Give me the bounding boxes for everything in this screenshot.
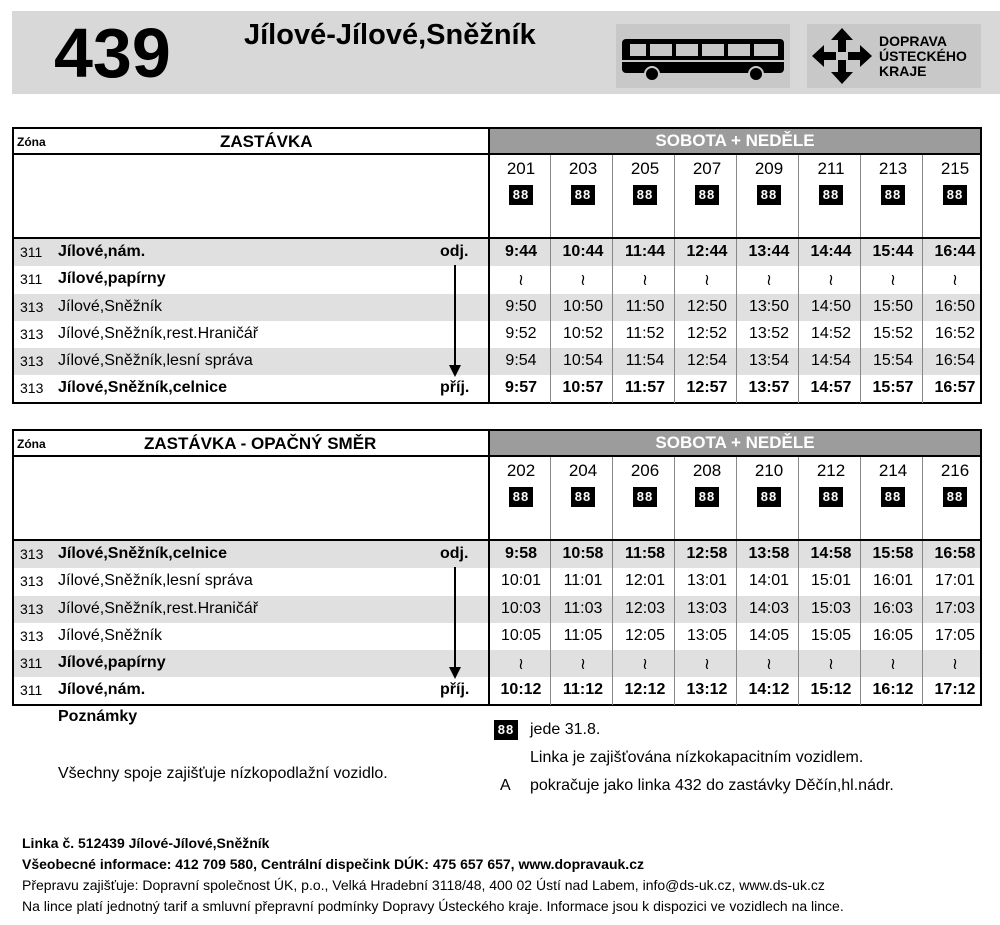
column-line xyxy=(674,541,675,705)
column-line xyxy=(736,457,737,539)
trip-number: 214 xyxy=(878,461,908,480)
trip-number: 208 xyxy=(692,461,722,480)
time-cell: 11:54 xyxy=(625,352,665,370)
zone-cell: 311 xyxy=(20,682,43,699)
notes-text: Všechny spoje zajišťuje nízkopodlažní vozidlo. xyxy=(58,765,388,782)
pass-through-icon: ≀ xyxy=(952,656,958,674)
time-cell: 16:05 xyxy=(872,626,914,644)
column-line xyxy=(922,457,923,539)
trip-numbers-row xyxy=(14,155,980,239)
stop-name: Jílové,nám. xyxy=(58,243,146,260)
column-line xyxy=(674,239,675,403)
pass-through-icon: ≀ xyxy=(766,656,772,674)
stop-name: Jílové,Sněžník,lesní správa xyxy=(58,352,253,370)
footer-contact: Všeobecné informace: 412 709 580, Centrální dispečink DÚK: 475 657 657, www.dopravauk.cz xyxy=(22,856,644,872)
table-row xyxy=(14,239,980,266)
pass-through-icon: ≀ xyxy=(890,272,896,290)
time-cell: 16:58 xyxy=(934,545,976,562)
zone-cell: 313 xyxy=(20,573,44,590)
timetable-return xyxy=(12,429,982,706)
table-row xyxy=(14,541,980,568)
zone-cell: 311 xyxy=(20,655,43,672)
trip-number: 211 xyxy=(817,159,845,178)
time-cell: 13:57 xyxy=(748,379,790,397)
column-line xyxy=(798,239,799,403)
legend-a-key: A xyxy=(500,777,511,794)
trip-number: 204 xyxy=(568,461,598,480)
zone-cell: 311 xyxy=(20,244,43,260)
time-cell: 12:57 xyxy=(686,379,728,397)
trip-number: 205 xyxy=(630,159,660,178)
pass-through-icon: ≀ xyxy=(704,656,710,674)
time-cell: 16:01 xyxy=(872,572,914,590)
four-arrows-logo-icon xyxy=(809,24,875,88)
column-line xyxy=(860,541,861,705)
zone-header: Zóna xyxy=(17,135,46,149)
dopravauk-logo xyxy=(807,24,981,88)
stop-header: ZASTÁVKA xyxy=(220,132,313,151)
table-row xyxy=(14,596,980,623)
footer-line-info: Linka č. 512439 Jílové-Jílové,Sněžník xyxy=(22,835,270,851)
time-cell: 14:54 xyxy=(810,352,852,370)
day-badge: 88 xyxy=(633,487,657,507)
trip-number: 201 xyxy=(506,159,536,178)
column-line xyxy=(798,457,799,539)
arrival-departure-mark: příj. xyxy=(440,681,470,699)
time-cell: 15:57 xyxy=(872,379,914,397)
table-row xyxy=(14,294,980,321)
pass-through-icon: ≀ xyxy=(890,656,896,674)
column-separator xyxy=(488,541,490,705)
time-cell: 11:44 xyxy=(624,243,666,260)
time-cell: 13:05 xyxy=(686,626,728,644)
day-badge: 88 xyxy=(819,487,843,507)
time-cell: 12:50 xyxy=(686,297,728,315)
logo-text xyxy=(879,34,967,79)
stop-rows xyxy=(14,239,980,403)
stop-name: Jílové,Sněžník,celnice xyxy=(58,545,227,562)
legend-a-text: pokračuje jako linka 432 do zastávky Děčín,hl.nádr. xyxy=(530,777,894,794)
day-badge: 88 xyxy=(695,185,719,205)
trip-number: 215 xyxy=(940,159,970,178)
time-cell: 15:54 xyxy=(872,352,914,370)
table-header xyxy=(14,129,980,155)
column-line xyxy=(798,155,799,237)
zone-cell: 313 xyxy=(20,546,44,562)
time-cell: 12:01 xyxy=(624,572,666,590)
column-line xyxy=(674,155,675,237)
time-cell: 14:58 xyxy=(810,545,852,562)
pass-through-icon: ≀ xyxy=(518,272,524,290)
days-header: SOBOTA + NEDĚLE xyxy=(488,129,980,153)
time-cell: 11:05 xyxy=(563,626,603,644)
pass-through-icon: ≀ xyxy=(518,656,524,674)
time-cell: 15:01 xyxy=(810,572,852,590)
arrival-departure-mark: odj. xyxy=(440,243,469,260)
time-cell: 9:50 xyxy=(505,297,537,315)
table-row xyxy=(14,650,980,677)
table-row xyxy=(14,266,980,293)
trip-number: 210 xyxy=(754,461,784,480)
time-cell: 13:58 xyxy=(748,545,790,562)
pass-through-icon: ≀ xyxy=(828,656,834,674)
column-line xyxy=(612,239,613,403)
column-line xyxy=(736,541,737,705)
down-arrow-icon xyxy=(449,667,461,679)
table-row xyxy=(14,348,980,375)
zone-cell: 313 xyxy=(20,325,44,342)
time-cell: 14:52 xyxy=(810,324,852,342)
time-cell: 13:44 xyxy=(748,243,790,260)
time-cell: 13:54 xyxy=(748,352,790,370)
trip-number: 202 xyxy=(506,461,536,480)
trip-number: 212 xyxy=(816,461,846,480)
zone-cell: 313 xyxy=(20,380,44,397)
time-cell: 11:50 xyxy=(625,297,665,315)
time-cell: 15:52 xyxy=(872,324,914,342)
stop-name: Jílové,Sněžník,rest.Hraničář xyxy=(58,324,259,342)
stop-name: Jílové,Sněžník,lesní správa xyxy=(58,572,253,590)
logo-line: KRAJE xyxy=(879,63,927,79)
table-header xyxy=(14,431,980,457)
pass-through-icon: ≀ xyxy=(580,272,586,290)
stop-name: Jílové,Sněžník xyxy=(58,297,163,315)
time-cell: 10:01 xyxy=(500,572,542,590)
time-cell: 16:12 xyxy=(872,681,914,699)
time-cell: 17:01 xyxy=(934,572,976,590)
footer-operator: Přepravu zajišťuje: Dopravní společnost ÚK, p.o., Velká Hradební 3118/48, 400 02 Ústí nad Labem, info@ds-uk.cz, www.ds-uk.cz xyxy=(22,877,825,893)
column-line xyxy=(922,155,923,237)
trip-numbers-row xyxy=(14,457,980,541)
trip-number: 213 xyxy=(878,159,908,178)
footer-tariff: Na lince platí jednotný tarif a smluvní přepravní podmínky Dopravy Ústeckého kraje. Informace jsou k dispozici ve vozidlech na lince. xyxy=(22,898,844,914)
column-line xyxy=(860,457,861,539)
time-cell: 9:57 xyxy=(504,379,538,397)
day-badge: 88 xyxy=(509,487,533,507)
pass-through-icon: ≀ xyxy=(828,272,834,290)
down-arrow-icon xyxy=(449,365,461,377)
table-row xyxy=(14,321,980,348)
stop-name: Jílové,Sněžník,celnice xyxy=(58,379,227,397)
day-badge: 88 xyxy=(509,185,533,205)
trip-number: 207 xyxy=(692,159,722,178)
time-cell: 13:03 xyxy=(686,599,728,617)
time-cell: 10:50 xyxy=(562,297,604,315)
time-cell: 17:03 xyxy=(934,599,976,617)
time-cell: 17:05 xyxy=(934,626,976,644)
time-cell: 9:58 xyxy=(504,545,538,562)
timetable-outbound xyxy=(12,127,982,404)
trip-number: 203 xyxy=(568,159,598,178)
direction-arrow-line xyxy=(454,265,456,367)
line-number: 439 xyxy=(54,14,171,92)
legend-badge: 88 xyxy=(494,720,518,740)
time-cell: 14:12 xyxy=(748,681,790,699)
time-cell: 14:05 xyxy=(748,626,790,644)
time-cell: 16:50 xyxy=(934,297,976,315)
time-cell: 10:52 xyxy=(562,324,604,342)
time-cell: 16:44 xyxy=(934,243,976,260)
day-badge: 88 xyxy=(943,185,967,205)
time-cell: 11:01 xyxy=(563,572,603,590)
footer xyxy=(22,833,844,917)
time-cell: 12:58 xyxy=(686,545,728,562)
time-cell: 17:12 xyxy=(934,681,976,699)
day-badge: 88 xyxy=(881,185,905,205)
trip-number: 206 xyxy=(630,461,660,480)
day-badge: 88 xyxy=(571,487,595,507)
pass-through-icon: ≀ xyxy=(642,656,648,674)
time-cell: 11:58 xyxy=(624,545,666,562)
stop-name: Jílové,Sněžník,rest.Hraničář xyxy=(58,599,259,617)
column-line xyxy=(612,457,613,539)
day-badge: 88 xyxy=(943,487,967,507)
day-badge: 88 xyxy=(819,185,843,205)
column-line xyxy=(860,155,861,237)
time-cell: 12:52 xyxy=(686,324,728,342)
stop-rows xyxy=(14,541,980,705)
time-cell: 16:52 xyxy=(934,324,976,342)
route-title: Jílové-Jílové,Sněžník xyxy=(244,19,536,51)
column-line xyxy=(550,239,551,403)
time-cell: 15:05 xyxy=(810,626,852,644)
column-line xyxy=(860,239,861,403)
column-line xyxy=(550,541,551,705)
column-line xyxy=(612,155,613,237)
time-cell: 13:01 xyxy=(686,572,728,590)
time-cell: 13:12 xyxy=(686,681,728,699)
time-cell: 10:44 xyxy=(562,243,604,260)
time-cell: 12:54 xyxy=(686,352,728,370)
legend-badge-text: jede 31.8. xyxy=(530,721,601,738)
column-line xyxy=(736,239,737,403)
day-badge: 88 xyxy=(757,185,781,205)
time-cell: 10:12 xyxy=(500,681,542,699)
zone-header: Zóna xyxy=(17,437,46,451)
direction-arrow-line xyxy=(454,567,456,669)
timetable-header xyxy=(12,11,1000,94)
table-row xyxy=(14,677,980,704)
logo-line: DOPRAVA xyxy=(879,33,947,49)
time-cell: 10:58 xyxy=(562,545,604,562)
arrival-departure-mark: odj. xyxy=(440,545,469,562)
time-cell: 11:03 xyxy=(563,599,603,617)
stop-header: ZASTÁVKA - OPAČNÝ SMĚR xyxy=(144,434,377,453)
time-cell: 16:54 xyxy=(934,352,976,370)
pass-through-icon: ≀ xyxy=(766,272,772,290)
pass-through-icon: ≀ xyxy=(580,656,586,674)
time-cell: 12:44 xyxy=(686,243,728,260)
time-cell: 9:44 xyxy=(504,243,538,260)
stop-name: Jílové,Sněžník xyxy=(58,626,163,644)
logo-line: ÚSTECKÉHO xyxy=(879,48,967,64)
column-line xyxy=(612,541,613,705)
table-row xyxy=(14,623,980,650)
time-cell: 13:52 xyxy=(748,324,790,342)
day-badge: 88 xyxy=(695,487,719,507)
stop-name: Jílové,papírny xyxy=(58,270,166,288)
time-cell: 14:01 xyxy=(748,572,790,590)
time-cell: 14:50 xyxy=(810,297,852,315)
time-cell: 14:03 xyxy=(748,599,790,617)
column-line xyxy=(674,457,675,539)
table-row xyxy=(14,568,980,595)
zone-cell: 313 xyxy=(20,298,44,315)
column-line xyxy=(550,457,551,539)
time-cell: 15:58 xyxy=(872,545,914,562)
days-header: SOBOTA + NEDĚLE xyxy=(488,431,980,455)
zone-cell: 313 xyxy=(20,600,44,617)
time-cell: 11:52 xyxy=(625,324,665,342)
arrival-departure-mark: příj. xyxy=(440,379,470,397)
zone-cell: 313 xyxy=(20,627,44,644)
time-cell: 11:57 xyxy=(624,379,666,397)
trip-number: 216 xyxy=(940,461,970,480)
trip-number: 209 xyxy=(754,159,784,178)
day-badge: 88 xyxy=(881,487,905,507)
time-cell: 15:12 xyxy=(810,681,852,699)
time-cell: 14:57 xyxy=(810,379,852,397)
time-cell: 12:12 xyxy=(624,681,666,699)
time-cell: 12:05 xyxy=(624,626,666,644)
column-line xyxy=(922,239,923,403)
bus-icon xyxy=(616,24,790,88)
time-cell: 16:57 xyxy=(934,379,976,397)
time-cell: 9:52 xyxy=(505,324,537,342)
legend-capacity-text: Linka je zajišťována nízkokapacitním vozidlem. xyxy=(530,749,864,766)
time-cell: 10:57 xyxy=(562,379,604,397)
zone-cell: 311 xyxy=(20,271,43,288)
pass-through-icon: ≀ xyxy=(952,272,958,290)
time-cell: 10:03 xyxy=(500,599,542,617)
stop-name: Jílové,nám. xyxy=(58,681,146,699)
pass-through-icon: ≀ xyxy=(704,272,710,290)
time-cell: 11:12 xyxy=(562,681,604,699)
time-cell: 13:50 xyxy=(748,297,790,315)
time-cell: 14:44 xyxy=(810,243,852,260)
zone-cell: 313 xyxy=(20,353,44,370)
column-line xyxy=(550,155,551,237)
time-cell: 15:03 xyxy=(810,599,852,617)
day-badge: 88 xyxy=(757,487,781,507)
column-line xyxy=(922,541,923,705)
time-cell: 12:03 xyxy=(624,599,666,617)
column-line xyxy=(798,541,799,705)
column-separator xyxy=(488,239,490,403)
pass-through-icon: ≀ xyxy=(642,272,648,290)
day-badge: 88 xyxy=(633,185,657,205)
day-badge: 88 xyxy=(571,185,595,205)
table-row xyxy=(14,375,980,402)
time-cell: 10:05 xyxy=(500,626,542,644)
time-cell: 16:03 xyxy=(872,599,914,617)
time-cell: 15:44 xyxy=(872,243,914,260)
stop-name: Jílové,papírny xyxy=(58,654,166,672)
time-cell: 15:50 xyxy=(872,297,914,315)
column-line xyxy=(736,155,737,237)
time-cell: 10:54 xyxy=(562,352,604,370)
notes-title: Poznámky xyxy=(58,708,138,725)
time-cell: 9:54 xyxy=(505,352,537,370)
